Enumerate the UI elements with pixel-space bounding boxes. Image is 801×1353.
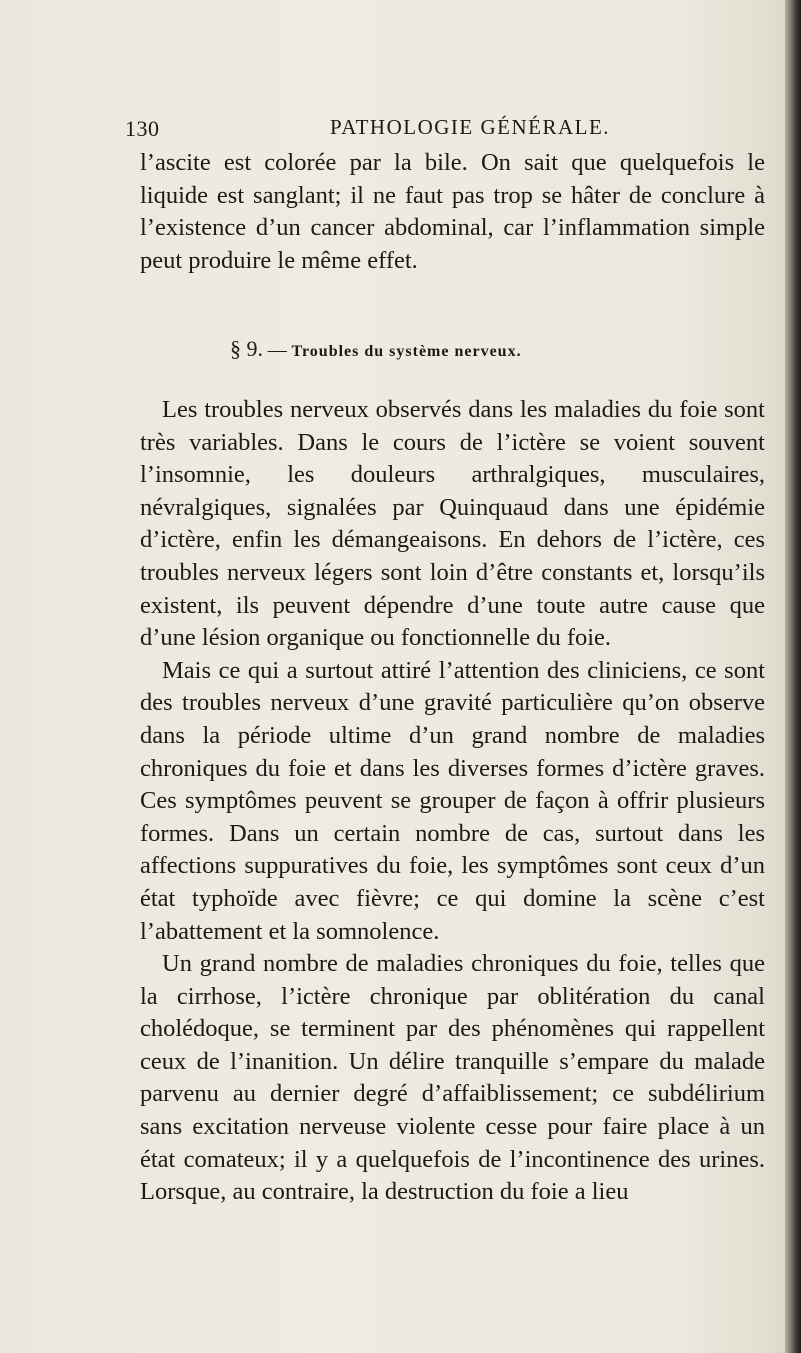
running-title: PATHOLOGIE GÉNÉRALE. <box>330 115 611 139</box>
section-number: § 9. <box>230 336 263 361</box>
paragraph-1: Les troubles nerveux observés dans les maladies du foie sont très variables. Dans le cours de l’ictère se voient souvent l’insomnie, les douleurs arthralgiques, musculaires, névralgiques, signalées par Quinquaud dans une épidémie d’ictère, enfin les démangeaisons. En dehors de l’ictère, ces troubles nerveux légers sont loin d’être constants et, lorsqu’ils existent, ils peuvent dépendre d’une toute autre cause que d’une lésion organique ou fonctionnelle du foie. <box>140 396 765 652</box>
paragraph-3: Un grand nombre de maladies chroniques du foie, telles que la cirrhose, l’ictère chronique par oblitération du canal cholédoque, se terminent par des phénomènes qui rappellent ceux de l’inanition. Un délire tranquille s’empare du malade parvenu au dernier degré d’affaiblissement; ce subdélirium sans excitation nerveuse violente cesse pour faire place à un état comateux; il y a quelquefois de l’incontinence des urines. Lorsque, au contraire, la destruction du foie a lieu <box>140 950 765 1206</box>
section-dash: — <box>267 340 287 361</box>
page-header <box>0 112 801 142</box>
section-heading <box>230 336 522 362</box>
continued-paragraph-block <box>140 147 765 277</box>
section-body <box>140 394 765 1209</box>
paragraph-continued: l’ascite est colorée par la bile. On sait que quelquefois le liquide est sanglant; il ne faut pas trop se hâter de conclure à l’existence d’un cancer abdominal, car l’inflammation simple peut produire le même effet. <box>140 149 765 274</box>
section-title: Troubles du système nerveux. <box>291 343 522 360</box>
page-number: 130 <box>125 116 160 141</box>
paragraph-2: Mais ce qui a surtout attiré l’attention des cliniciens, ce sont des troubles nerveux d’une gravité particulière qu’on observe dans la période ultime d’un grand nombre de maladies chroniques du foie et dans les diverses formes d’ictère graves. Ces symptômes peuvent se grouper de façon à offrir plusieurs formes. Dans un certain nombre de cas, surtout dans les affections suppuratives du foie, les symptômes sont ceux d’un état typhoïde avec fièvre; ce qui domine la scène c’est l’abattement et la somnolence. <box>140 656 765 945</box>
page-binding-edge <box>785 0 801 1353</box>
